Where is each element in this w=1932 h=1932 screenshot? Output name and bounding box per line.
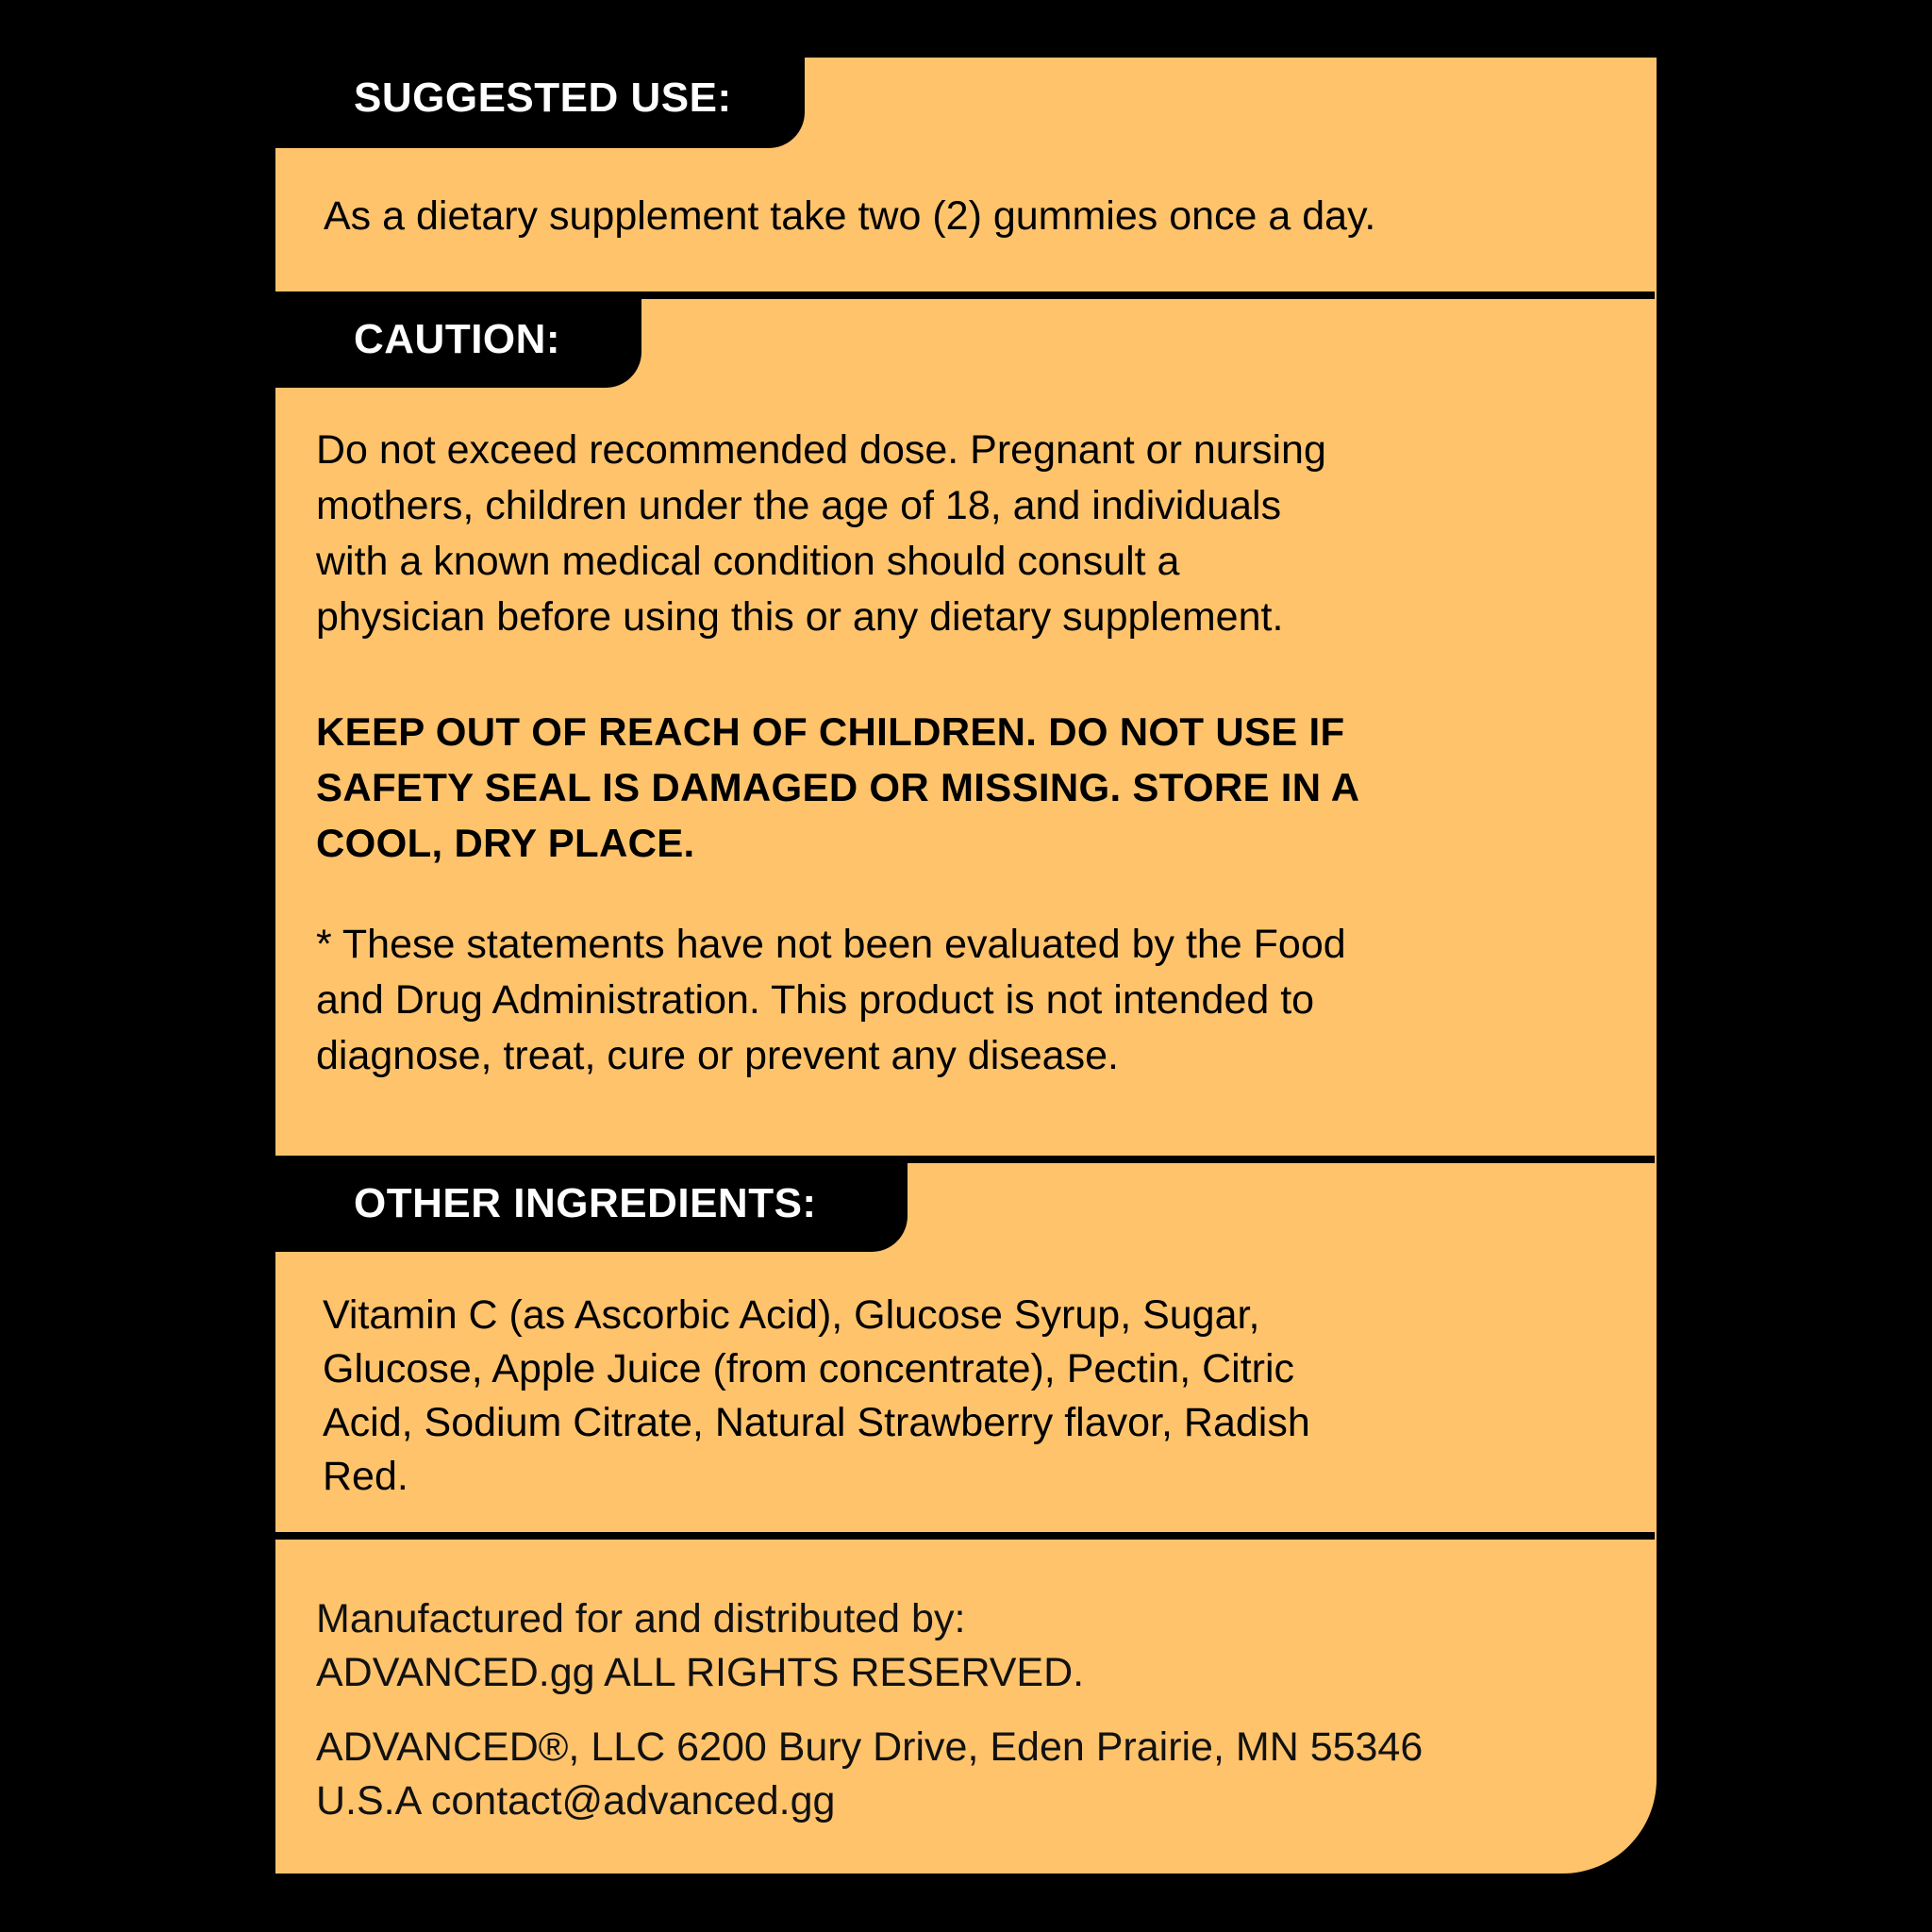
suggested-use-heading-tab xyxy=(275,0,805,148)
manufacturer-line: Manufactured for and distributed by: xyxy=(316,1596,966,1641)
caution-line: Do not exceed recommended dose. Pregnant or nursing xyxy=(316,427,1326,473)
suggested-use-heading: SUGGESTED USE: xyxy=(354,74,732,121)
address-block xyxy=(316,1721,1423,1828)
other-ingredients-heading: OTHER INGREDIENTS: xyxy=(354,1180,817,1226)
address-line: ADVANCED®, LLC 6200 Bury Drive, Eden Prairie, MN 55346 xyxy=(316,1724,1424,1770)
caution-heading: CAUTION: xyxy=(354,316,561,362)
ingredients-list xyxy=(323,1289,1310,1504)
suggested-use-text: As a dietary supplement take two (2) gummies once a day. xyxy=(324,193,1376,239)
fda-disclaimer xyxy=(316,917,1346,1084)
manufacturer-block xyxy=(316,1592,1084,1700)
safety-warning xyxy=(316,704,1359,871)
warning-line: COOL, DRY PLACE. xyxy=(316,821,695,865)
caution-heading-tab xyxy=(275,291,641,388)
warning-line: SAFETY SEAL IS DAMAGED OR MISSING. STORE IN A xyxy=(316,765,1360,809)
caution-line: with a known medical condition should consult a xyxy=(316,539,1180,584)
caution-line: physician before using this or any dietary supplement. xyxy=(316,594,1284,640)
disclaimer-line: and Drug Administration. This product is not intended to xyxy=(316,977,1315,1023)
ingredients-line: Vitamin C (as Ascorbic Acid), Glucose Syrup, Sugar, xyxy=(323,1292,1260,1338)
contact-line: U.S.A contact@advanced.gg xyxy=(316,1778,836,1824)
ingredients-line: Red. xyxy=(323,1454,408,1499)
other-ingredients-heading-tab xyxy=(275,1156,908,1252)
ingredients-line: Acid, Sodium Citrate, Natural Strawberry flavor, Radish xyxy=(323,1400,1310,1445)
manufacturer-line: ADVANCED.gg ALL RIGHTS RESERVED. xyxy=(316,1650,1085,1695)
disclaimer-line: * These statements have not been evaluated by the Food xyxy=(316,922,1346,967)
caution-line: mothers, children under the age of 18, and individuals xyxy=(316,483,1282,528)
warning-line: KEEP OUT OF REACH OF CHILDREN. DO NOT USE IF xyxy=(316,709,1345,754)
disclaimer-line: diagnose, treat, cure or prevent any disease. xyxy=(316,1033,1119,1078)
section-divider xyxy=(275,1532,1655,1540)
ingredients-line: Glucose, Apple Juice (from concentrate), Pectin, Citric xyxy=(323,1346,1295,1391)
caution-paragraph xyxy=(316,423,1326,645)
